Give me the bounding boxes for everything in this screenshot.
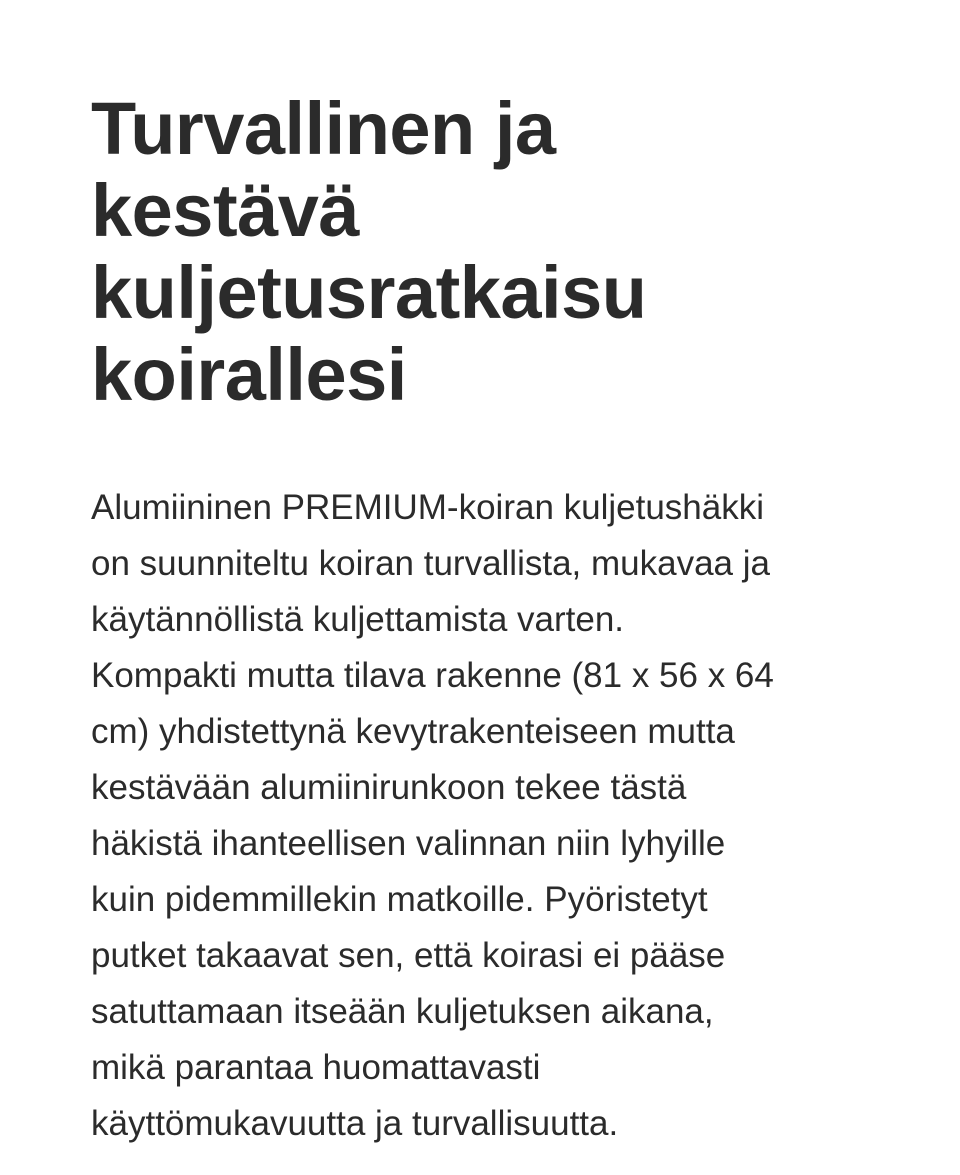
paragraph-line: kuin pidemmillekin matkoille. Pyöristetyt [91,880,708,919]
paragraph-line: käytännöllistä kuljettamista varten. [91,600,625,639]
paragraph-line: käyttömukavuutta ja turvallisuutta. [91,1104,619,1143]
heading-line: kestävä [91,169,360,252]
section-heading [91,88,891,416]
paragraph-line: mikä parantaa huomattavasti [91,1048,541,1087]
paragraph-line: on suunniteltu koiran turvallista, mukavaa ja [91,544,770,583]
heading-line: koirallesi [91,333,407,416]
paragraph-line: putket takaavat sen, että koirasi ei pääse [91,936,726,975]
article-section [91,87,891,1143]
paragraph-line: satuttamaan itseään kuljetuksen aikana, [91,992,714,1031]
paragraph-line: kestävään alumiinirunkoon tekee tästä [91,768,687,807]
paragraph-line: Kompakti mutta tilava rakenne (81 x 56 x 64 [91,656,774,695]
paragraph-line: häkistä ihanteellisen valinnan niin lyhyille [91,824,726,863]
heading-line: kuljetusratkaisu [91,251,647,334]
paragraph-line: Alumiininen PREMIUM-koiran kuljetushäkki [91,488,765,527]
description-paragraph [91,480,774,1152]
heading-line: Turvallinen ja [91,87,556,170]
paragraph-line: cm) yhdistettynä kevytrakenteiseen mutta [91,712,735,751]
